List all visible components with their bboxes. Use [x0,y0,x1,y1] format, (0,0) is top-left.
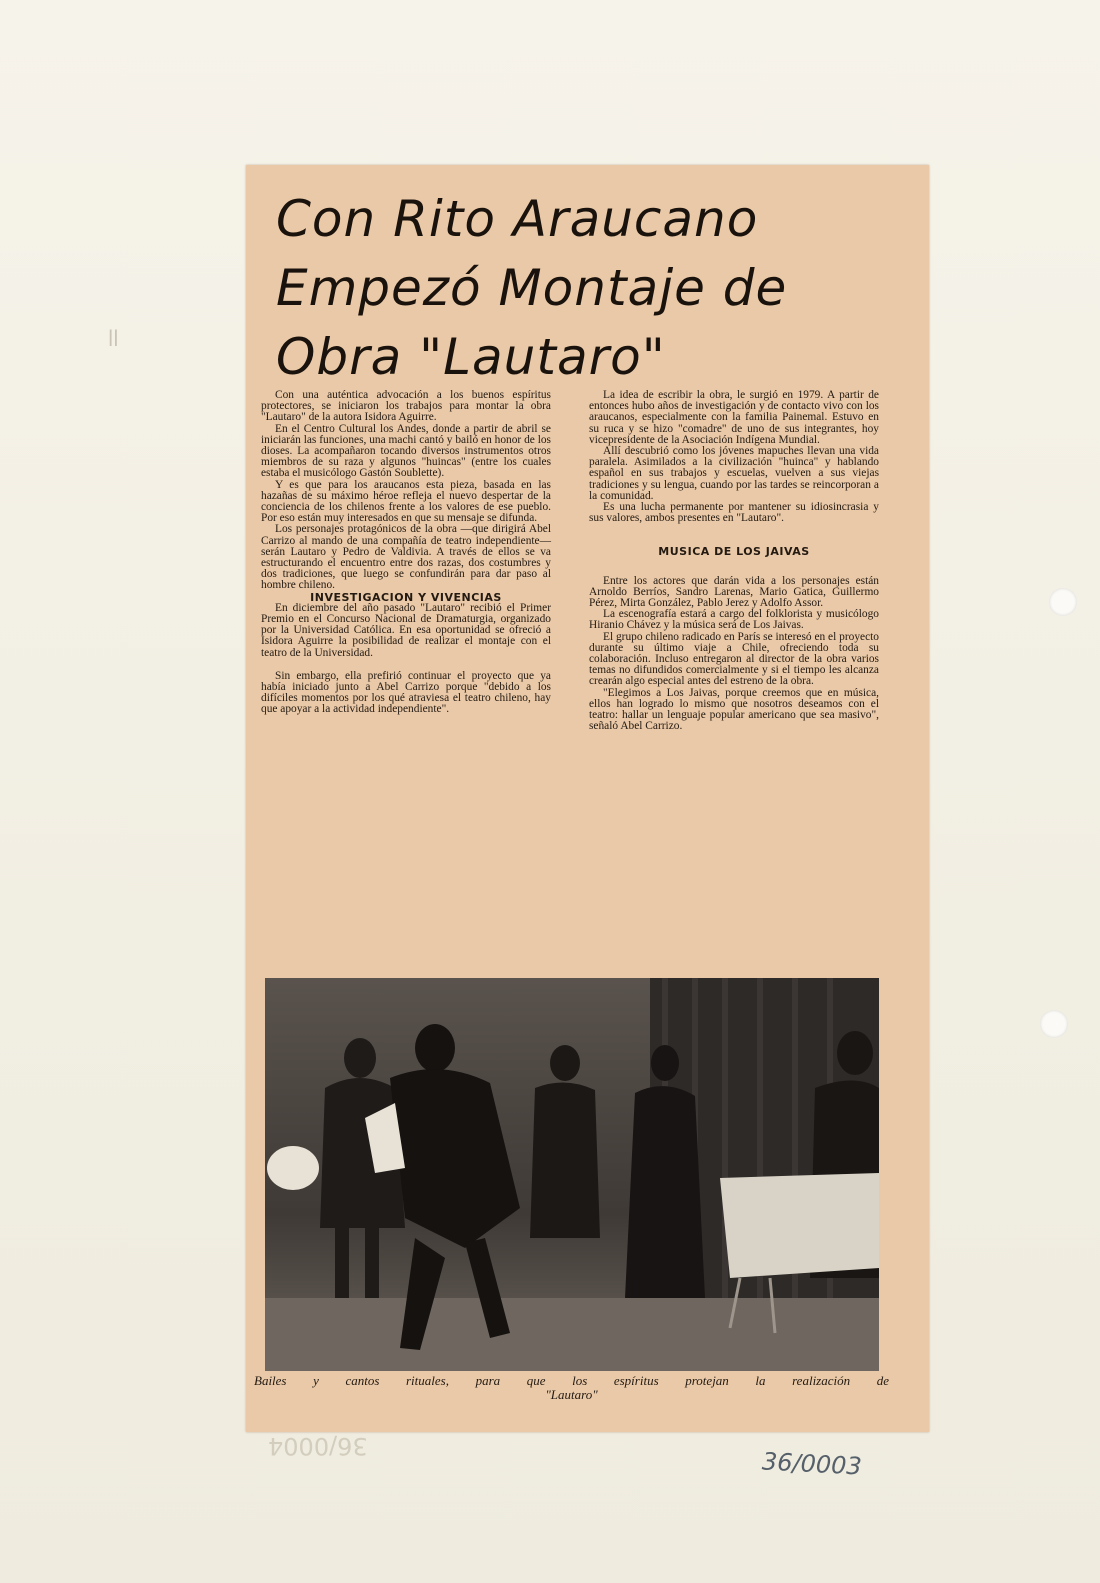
headline-line-2: Empezó Montaje de [276,259,788,317]
caption-line-2: "Lautaro" [545,1387,598,1402]
paragraph: El grupo chileno radicado en París se interesó en el proyecto durante su último viaje a Chile, ofreciendo toda su colaboración. Incluso entregaron al director de la obra varios temas no difundidos comercialmente y si el tiempo les alcanza crearán algo especial antes del estreno de la obra. [589,630,879,688]
headline-line-3: Obra "Lautaro" [276,328,666,386]
paragraph: Los personajes protagónicos de la obra —que dirigirá Abel Carrizo al mando de una compañía de teatro independiente— serán Lautaro y Pedro de Valdivia. A través de ellos se va estructurando el encuentro entre dos razas, dos costumbres y dos tradiciones, que luego se confundirán para dar paso al hombre chileno. [261,523,551,592]
article-column-left [261,390,551,716]
paragraph: Y es que para los araucanos esta pieza, basada en las hazañas de su máximo héroe refleja el nuevo despertar de la conciencia de los chilenos frente a los valores de ese pueblo. Por eso están muy interesados en que su mensaje se difunda. [261,478,551,525]
headline-line-1: Con Rito Araucano [276,190,759,248]
paragraph: Es una lucha permanente por mantener su idiosincrasia y sus valores, ambos presentes en "Lautaro". [589,501,879,525]
paragraph: "Elegimos a Los Jaivas, porque creemos que en música, ellos han logrado lo mismo que nosotros deseamos con el teatro: hallar un lenguaje popular americano que sea masivo", señaló Abel Carrizo. [589,686,879,733]
photo-caption [254,1374,889,1402]
section-subhead: MUSICA DE LOS JAIVAS [658,545,810,559]
pencil-archive-number: 36/0003 [761,1447,863,1481]
newspaper-clipping [246,165,929,1432]
faint-scribble-mark: ꟾꟾ [108,330,119,351]
article-column-right [589,390,879,732]
headline [276,185,876,392]
section-subhead: INVESTIGACION Y VIVENCIAS [310,590,502,604]
paragraph: Con una auténtica advocación a los buenos espíritus protectores, se iniciaron los trabajos para montar la obra "Lautaro" de la autora Isidora Aguirre. [261,389,551,424]
paragraph: En diciembre del año pasado "Lautaro" recibió el Primer Premio en el Concurso Nacional de Dramaturgia, organizado por la Universidad Católica. En esa oportunidad se ofreció a Isidora Aguirre la posibilidad de realizar el montaje con el teatro de la Universidad. [261,601,551,659]
paragraph: La idea de escribir la obra, le surgió en 1979. A partir de entonces hubo años de investigación y de contacto vivo con los araucanos, especialmente con la familia Painemal. Estuvo en su ruca y se hizo "comadre" de uno de sus integrantes, hoy vicepresidente de la Asociación Indígena Mundial. [589,389,879,446]
punch-hole-bottom [1040,1010,1068,1038]
caption-line-1: Bailes y cantos rituales, para que los espíritus protejan la realización de [254,1373,889,1388]
paragraph: Allí descubrió como los jóvenes mapuches llevan una vida paralela. Asimilados a la civilización "huinca" y hablando español en sus trabajos y escuelas, vuelven a sus viejas tradiciones y su lengua, cuando por las tardes se reincorporan a la comunidad. [589,445,879,502]
paragraph: En el Centro Cultural los Andes, donde a partir de abril se iniciarán las funciones, una machi cantó y bailó en honor de los dioses. La acompañaron tocando diversos instrumentos otros miembros de su raza y algunos "huincas" (entre los cuales estaba el musicólogo Gastón Soublette). [261,422,551,480]
paragraph: Entre los actores que darán vida a los personajes están Arnoldo Berríos, Sandro Larenas, Mario Gatica, Guillermo Pérez, Mirta González, Pablo Jerez y Adolfo Assor. [589,574,879,610]
paragraph: La escenografía estará a cargo del folklorista y musicólogo Hiranio Chávez y la música será de Los Jaivas. [589,608,879,632]
ritual-dance-photo [265,978,879,1371]
paragraph: Sin embargo, ella prefirió continuar el proyecto que ya había iniciado junto a Abel Carrizo porque "debido a los difíciles momentos por los qué atraviesa el teatro chileno, hay que apoyar a la actividad independiente". [261,669,551,716]
photo-illustration [265,978,879,1371]
faint-archive-number: 36/0004 [268,1432,368,1460]
punch-hole-top [1049,588,1077,616]
